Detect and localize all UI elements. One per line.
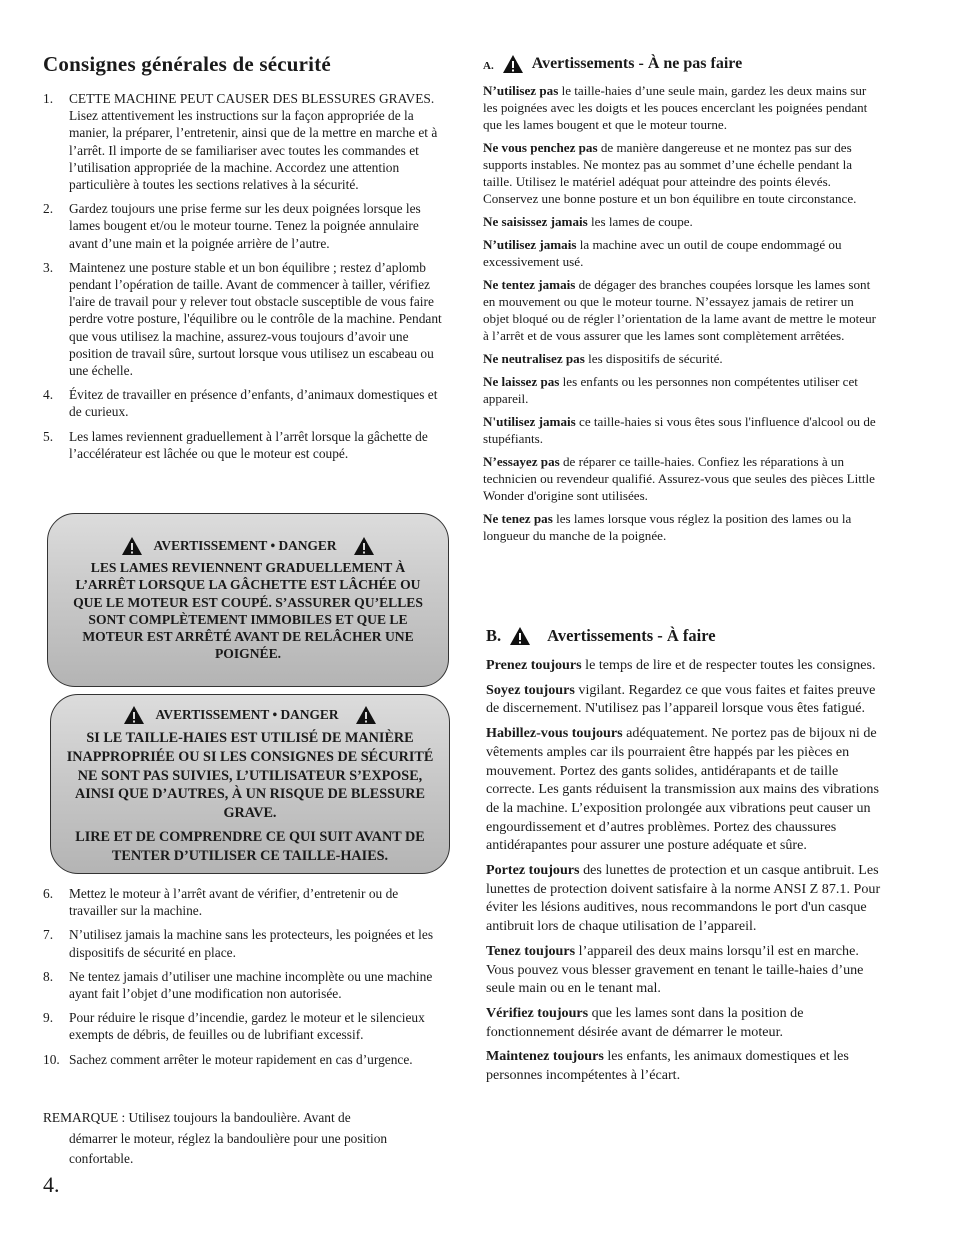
- safety-list-second: [43, 885, 443, 1075]
- dont-item: [483, 350, 883, 367]
- item-text: les lames lorsque vous réglez la position des lames ou la longueur du manche de la poignée.: [483, 511, 852, 543]
- item-text: la machine avec un outil de coupe endommagé ou excessivement usé.: [483, 237, 842, 269]
- item-lead: N’utilisez pas: [483, 83, 559, 98]
- section-b-list: [486, 656, 886, 1085]
- item-text: de réparer ce taille-haies. Confiez les réparations à un technicien ou revendeur qualifié. Assurez-vous que seules des pièces Little Wonder d'origine sont utilisées.: [483, 454, 875, 503]
- dont-item: [483, 276, 883, 344]
- list-item: [43, 926, 443, 960]
- dont-item: [483, 139, 883, 207]
- warning-triangle-icon: [502, 54, 524, 74]
- list-item: [43, 259, 443, 379]
- item-number: 5.: [43, 428, 54, 444]
- item-text: CETTE MACHINE PEUT CAUSER DES BLESSURES GRAVES. Lisez attentivement les instructions sur la façon appropriée de la manier, la préparer, l’entretenir, ainsi que de la mettre en marche et à l’arrêt. Il importe de se familiariser avec toutes les commandes et l’utilisation appropriée de la machine. Accordez une attention particulière à toutes les sections relatives à la sécurité.: [69, 91, 438, 193]
- item-text: le taille-haies d’une seule main, gardez les deux mains sur les poignées avec les doigts et les pouces encerclant les poignées pendant que les lames bougent et que le moteur tourne.: [483, 83, 868, 132]
- section-a-heading: [483, 54, 742, 74]
- warning-triangle-icon: [121, 536, 143, 556]
- item-text: les enfants, les animaux domestiques et les personnes incompétentes à l’écart.: [486, 1048, 849, 1084]
- do-item: [486, 1004, 886, 1041]
- section-a-list: [483, 82, 883, 544]
- warning-box-blades: [47, 513, 449, 687]
- list-item: [43, 1009, 443, 1043]
- item-lead: Ne vous penchez pas: [483, 140, 598, 155]
- item-text: l’appareil des deux mains lorsqu’il est en marche. Vous pouvez vous blesser gravement en tenant le taille-haies d’une seule main ou en le tenant mal.: [486, 942, 864, 997]
- do-item: [486, 656, 886, 675]
- item-lead: Portez toujours: [486, 862, 580, 879]
- warning-text: SI LE TAILLE-HAIES EST UTILISÉ DE MANIÈRE INAPPROPRIÉE OU SI LES CONSIGNES DE SÉCURITÉ NE SONT PAS SUIVIES, L’UTILISATEUR S’EXPOSE, AINSI QUE D’AUTRES, À UN RISQUE DE BLESSURE GRAVE.: [66, 730, 434, 822]
- section-title: Avertissements - À faire: [547, 626, 716, 645]
- item-text: Les lames reviennent graduellement à l’arrêt lorsque la gâchette de l’accélérateur est lâchée ou que le moteur est coupé.: [69, 428, 428, 461]
- item-text: N’utilisez jamais la machine sans les protecteurs, les poignées et les dispositifs de sécurité en place.: [69, 927, 434, 960]
- warning-triangle-icon: [509, 626, 531, 646]
- item-lead: Maintenez toujours: [486, 1048, 604, 1065]
- dont-item: [483, 373, 883, 407]
- item-text: les enfants ou les personnes non compétentes utiliser cet appareil.: [483, 374, 858, 406]
- section-title: Avertissements - À ne pas faire: [531, 55, 743, 72]
- item-text: que les lames sont dans la position de fonctionnement désirée avant de démarrer le moteur.: [486, 1004, 804, 1040]
- do-item: [486, 681, 886, 718]
- remark-line: confortable.: [69, 1151, 134, 1166]
- item-number: 10.: [43, 1051, 60, 1067]
- remark-line: REMARQUE : Utilisez toujours la bandoulière. Avant de: [43, 1110, 351, 1125]
- item-text: Sachez comment arrêter le moteur rapidement en cas d’urgence.: [69, 1051, 413, 1067]
- item-text: de dégager des branches coupées lorsque les lames sont en mouvement ou que le moteur tourne. N’essayez jamais de retirer un objet bloqué ou de régler l’orientation de la lame avant de mettre le moteur à l’arrêt et de vous assurer que les lames sont complètement arrêtées.: [483, 277, 877, 343]
- item-number: 1.: [43, 91, 54, 106]
- item-text: adéquatement. Ne portez pas de bijoux ni de vêtements amples car ils pourraient être happés par les pièces en mouvement. Portez des gants solides, antidérapants et de taille correcte. Les gants réduisent la transmission aux mains des vibrations de la machine. L’exposition prolongée aux vibrations peut causer un engourdissement et d’autres problèmes. Portez des chaussures antidérapantes pour assurer une posture adéquate et sûre.: [486, 725, 879, 854]
- item-number: 4.: [43, 387, 54, 403]
- item-text: Maintenez une posture stable et un bon équilibre ; restez d’aplomb pendant l’opération de taille. Avant de commencer à tailler, vérifiez l'aire de travail pour y relever tout obstacle susceptible de vous faire perdre votre posture, l'équilibre ou le contrôle de la machine. Pendant que vous utilisez la machine, assurez-vous toujours d’avoir une position de travail sûre, surtout lorsque vous utilisez un escabeau ou une échelle.: [69, 259, 442, 379]
- dont-item: [483, 510, 883, 544]
- warning-triangle-icon: [355, 705, 377, 725]
- item-text: Ne tentez jamais d’utiliser une machine incomplète ou une machine ayant fait l’objet d’une modification non autorisée.: [69, 968, 433, 1002]
- remark-line: démarrer le moteur, réglez la bandoulière pour une position: [69, 1130, 388, 1146]
- item-text: les lames de coupe.: [587, 214, 693, 229]
- section-b-heading: [486, 626, 716, 646]
- warning-text: LES LAMES REVIENNENT GRADUELLEMENT À L’ARRÊT LORSQUE LA GÂCHETTE EST LÂCHÉE OU QUE LE MOTEUR EST COUPÉ. S’ASSURER QU’ELLES SONT COMPLÈTEMENT IMMOBILES ET QUE LE MOTEUR EST ARRÊTÉ AVANT DE RELÂCHER UNE POIGNÉE.: [73, 560, 423, 662]
- item-lead: Ne tenez pas: [483, 511, 553, 526]
- item-text: Pour réduire le risque d’incendie, gardez le moteur et le silencieux exempts de débris, de feuilles ou de lubrifiant excessif.: [69, 1010, 425, 1043]
- warning-box-misuse: [50, 694, 450, 874]
- dont-item: [483, 453, 883, 504]
- item-number: 2.: [43, 201, 54, 217]
- item-lead: Habillez-vous toujours: [486, 725, 623, 742]
- item-number: 8.: [43, 968, 54, 984]
- item-text: de manière dangereuse et ne montez pas sur des supports instables. Ne montez pas au sommet d’une échelle pendant la taille. Utilisez le matériel adéquat pour atteindre des points élevés. Conservez une bonne posture et un bon équilibre en toute circonstance.: [483, 140, 857, 206]
- item-number: 7.: [43, 927, 54, 943]
- do-item: [486, 1047, 886, 1084]
- list-item: [43, 386, 443, 420]
- item-text: vigilant. Regardez ce que vous faites et faites preuve de discernement. N'utilisez pas l’appareil lorsque vous êtes fatigué.: [486, 681, 876, 717]
- do-item: [486, 724, 886, 855]
- section-letter: B.: [486, 626, 502, 645]
- item-lead: N'utilisez jamais: [483, 414, 576, 429]
- list-item: [43, 1051, 443, 1068]
- list-item: [43, 968, 443, 1002]
- section-letter: A.: [483, 60, 494, 72]
- list-item: [43, 90, 443, 193]
- item-text: Gardez toujours une prise ferme sur les deux poignées lorsque les lames bougent et/ou le moteur tourne. Tenez la poignée annulaire avant d’une main et la poignée arrière de l’autre.: [69, 201, 421, 251]
- warning-header: [48, 536, 448, 556]
- item-lead: Ne saisissez jamais: [483, 214, 588, 229]
- item-lead: Vérifiez toujours: [486, 1004, 589, 1021]
- item-lead: Prenez toujours: [486, 657, 582, 673]
- dont-item: [483, 413, 883, 447]
- page-title: Consignes générales de sécurité: [43, 52, 331, 76]
- dont-item: [483, 236, 883, 270]
- warning-label: AVERTISSEMENT • DANGER: [155, 707, 339, 723]
- item-text: Mettez le moteur à l’arrêt avant de vérifier, d’entretenir ou de travailler sur la machine.: [69, 886, 399, 919]
- safety-list-first: [43, 90, 443, 469]
- item-lead: Tenez toujours: [486, 942, 576, 959]
- warning-text-secondary: LIRE ET DE COMPRENDRE CE QUI SUIT AVANT DE TENTER D’UTILISER CE TAILLE-HAIES.: [75, 828, 425, 864]
- page-number: 4.: [43, 1172, 60, 1197]
- item-lead: N’utilisez jamais: [483, 237, 577, 252]
- item-lead: N’essayez pas: [483, 454, 560, 469]
- item-text: les dispositifs de sécurité.: [584, 351, 723, 366]
- warning-triangle-icon: [353, 536, 375, 556]
- item-lead: Ne neutralisez pas: [483, 351, 585, 366]
- item-text: des lunettes de protection et un casque antibruit. Les lunettes de protection doivent satisfaire à la norme ANSI Z 87.1. Pour éviter les lésions auditives, nous recommandons le port d'un casque antibruit lors de chaque utilisation de l’appareil.: [486, 862, 881, 935]
- list-item: [43, 885, 443, 919]
- item-text: ce taille-haies si vous êtes sous l'influence d'alcool ou de stupéfiants.: [483, 414, 876, 446]
- item-lead: Soyez toujours: [486, 681, 575, 698]
- item-lead: Ne tentez jamais: [483, 277, 576, 292]
- warning-triangle-icon: [123, 705, 145, 725]
- do-item: [486, 942, 886, 998]
- item-text: Évitez de travailler en présence d’enfants, d’animaux domestiques et de curieux.: [69, 387, 438, 420]
- remark-note: [43, 1108, 433, 1170]
- warning-header: [51, 705, 449, 725]
- list-item: [43, 200, 443, 252]
- dont-item: [483, 213, 883, 230]
- item-lead: Ne laissez pas: [483, 374, 560, 389]
- do-item: [486, 861, 886, 936]
- dont-item: [483, 82, 883, 133]
- warning-label: AVERTISSEMENT • DANGER: [153, 538, 337, 554]
- list-item: [43, 428, 443, 462]
- item-number: 6.: [43, 886, 54, 901]
- item-number: 9.: [43, 1010, 54, 1026]
- item-number: 3.: [43, 259, 54, 275]
- item-text: le temps de lire et de respecter toutes les consignes.: [581, 657, 876, 673]
